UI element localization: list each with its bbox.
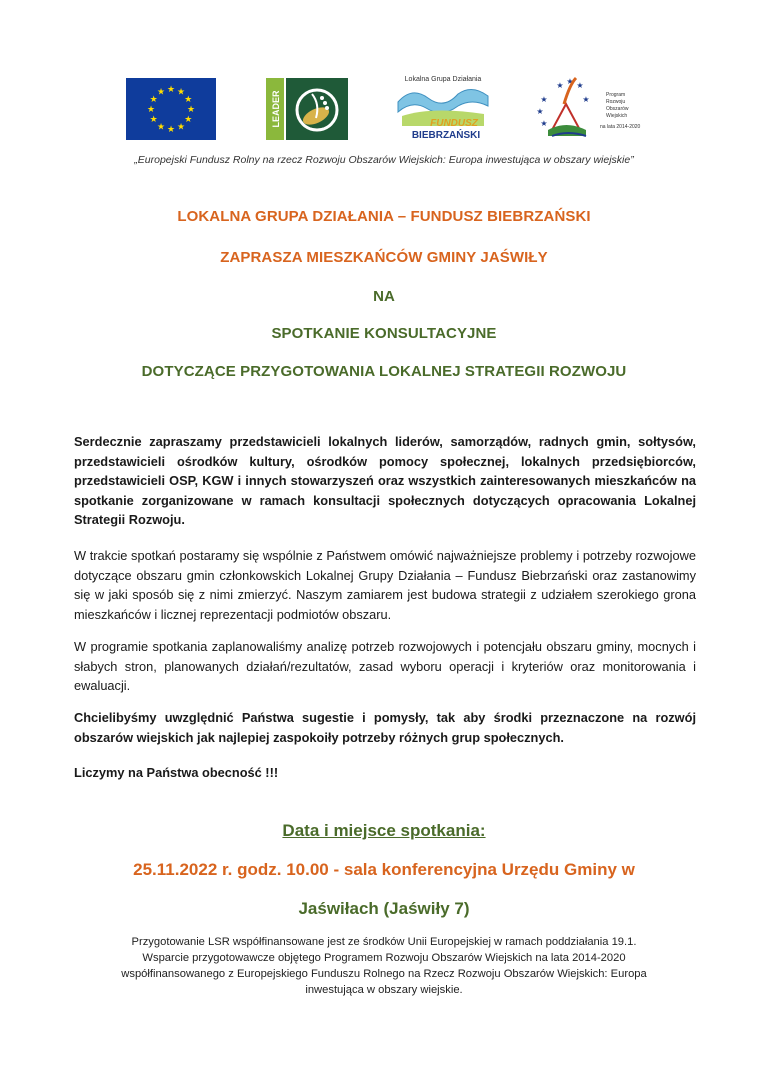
footer-line-4: inwestująca w obszary wiejskie. bbox=[305, 984, 463, 996]
svg-text:★: ★ bbox=[156, 87, 166, 98]
svg-text:★: ★ bbox=[149, 95, 158, 105]
prow-logo-icon bbox=[530, 74, 650, 144]
prow-line-4: Wiejskich bbox=[606, 113, 628, 119]
prow-line-1: Program bbox=[606, 92, 626, 98]
lgd-logo-icon bbox=[392, 72, 494, 142]
prow-line-2: Rozwoju bbox=[606, 99, 626, 105]
svg-text:★: ★ bbox=[576, 81, 584, 90]
prow-line-3: Obszarów bbox=[606, 106, 629, 112]
heading-meeting: SPOTKANIE KONSULTACYJNE bbox=[271, 325, 497, 342]
heading-invite: ZAPRASZA MIESZKAŃCÓW GMINY JAŚWIŁY bbox=[220, 249, 548, 266]
paragraph-purpose: W trakcie spotkań postaramy się wspólnie z Państwem omówić najważniejsze problemy i potrzeby rozwojowe dotyczące obszaru gmin członkowskich Lokalnej Grupy Działania – Fundusz Biebrzański oraz zastanowimy się w jaki sposób się z nimi zmierzyć. Naszym zamiarem jest budowa strategii z udziałem szerokiego grona mieszkańców i licznej reprezentacji podmiotów obszaru. bbox=[74, 548, 696, 622]
paragraph-suggestions: Chcielibyśmy uwzględnić Państwa sugestie i pomysły, tak aby środki przeznaczone na rozwój obszarów wiejskich jak najlepiej zaspokoiły potrzeby różnych grup społecznych. bbox=[74, 710, 696, 745]
footer-line-2: Wsparcie przygotowawcze objętego Programem Rozwoju Obszarów Wiejskich na lata 2014-2020 bbox=[142, 952, 626, 964]
svg-text:★: ★ bbox=[184, 115, 193, 125]
svg-text:★: ★ bbox=[176, 122, 186, 133]
svg-text:★: ★ bbox=[184, 95, 193, 105]
eu-fund-caption: „Europejski Fundusz Rolny na rzecz Rozwoju Obszarów Wiejskich: Europa inwestująca w obszary wiejskie” bbox=[134, 154, 634, 166]
svg-text:★: ★ bbox=[536, 107, 544, 116]
svg-text:★: ★ bbox=[166, 85, 176, 95]
lgd-name-2: BIEBRZAŃSKI bbox=[411, 130, 481, 141]
paragraph-invitation: Serdecznie zapraszamy przedstawicieli lokalnych liderów, samorządów, radnych gmin, sołtysów, przedstawicieli ośrodków kultury, ośrodków pomocy społecznej, lokalnych przedsiębiorców, przedstawicieli OSP, KGW i innych stowarzyszeń oraz wszystkich zainteresowanych mieszkańców na spotkanie zorganizowane w ramach konsultacji społecznych dotyczących opracowania Lokalnej Strategii Rozwoju. bbox=[74, 434, 696, 527]
svg-text:★: ★ bbox=[186, 105, 196, 115]
svg-text:★: ★ bbox=[582, 95, 590, 104]
lgd-small-text: Lokalna Grupa Działania bbox=[404, 76, 482, 83]
leader-logo-icon bbox=[264, 76, 350, 142]
logo-bar bbox=[0, 72, 768, 152]
meeting-title: Data i miejsce spotkania: bbox=[282, 821, 486, 840]
heading-na: NA bbox=[373, 288, 395, 305]
meeting-date-place: 25.11.2022 r. godz. 10.00 - sala konferencyjna Urzędu Gminy w bbox=[133, 860, 635, 879]
svg-text:★: ★ bbox=[146, 105, 156, 115]
lgd-name-1: FUNDUSZ bbox=[430, 118, 478, 129]
svg-text:★: ★ bbox=[566, 77, 574, 86]
svg-text:★: ★ bbox=[156, 122, 166, 133]
leader-text: LEADER bbox=[271, 90, 281, 128]
heading-topic: DOTYCZĄCE PRZYGOTOWANIA LOKALNEJ STRATEGII ROZWOJU bbox=[141, 363, 627, 380]
prow-line-5: na lata 2014-2020 bbox=[600, 124, 641, 130]
svg-text:★: ★ bbox=[556, 81, 564, 90]
svg-text:★: ★ bbox=[149, 115, 158, 125]
footer-line-1: Przygotowanie LSR współfinansowane jest ze środków Unii Europejskiej w ramach poddziałania 19.1. bbox=[131, 936, 637, 948]
meeting-address: Jaświłach (Jaświły 7) bbox=[298, 899, 470, 918]
footer-line-3: współfinansowanego z Europejskiego Funduszu Rolnego na Rzecz Rozwoju Obszarów Wiejskich: Europa bbox=[121, 968, 647, 980]
paragraph-program: W programie spotkania zaplanowaliśmy analizę potrzeb rozwojowych i potencjału obszaru gminy, mocnych i słabych stron, planowanych działań/rezultatów, zasad wyboru operacji i kryteriów oraz monitorowania i ewaluacji. bbox=[74, 639, 696, 693]
heading-lgd: LOKALNA GRUPA DZIAŁANIA – FUNDUSZ BIEBRZAŃSKI bbox=[177, 208, 591, 225]
svg-text:★: ★ bbox=[540, 119, 548, 128]
svg-text:★: ★ bbox=[540, 95, 548, 104]
funding-footer bbox=[60, 934, 708, 998]
svg-text:★: ★ bbox=[166, 125, 176, 135]
eu-flag-icon bbox=[126, 78, 216, 140]
paragraph-closing: Liczymy na Państwa obecność !!! bbox=[74, 765, 279, 780]
svg-text:★: ★ bbox=[176, 87, 186, 98]
